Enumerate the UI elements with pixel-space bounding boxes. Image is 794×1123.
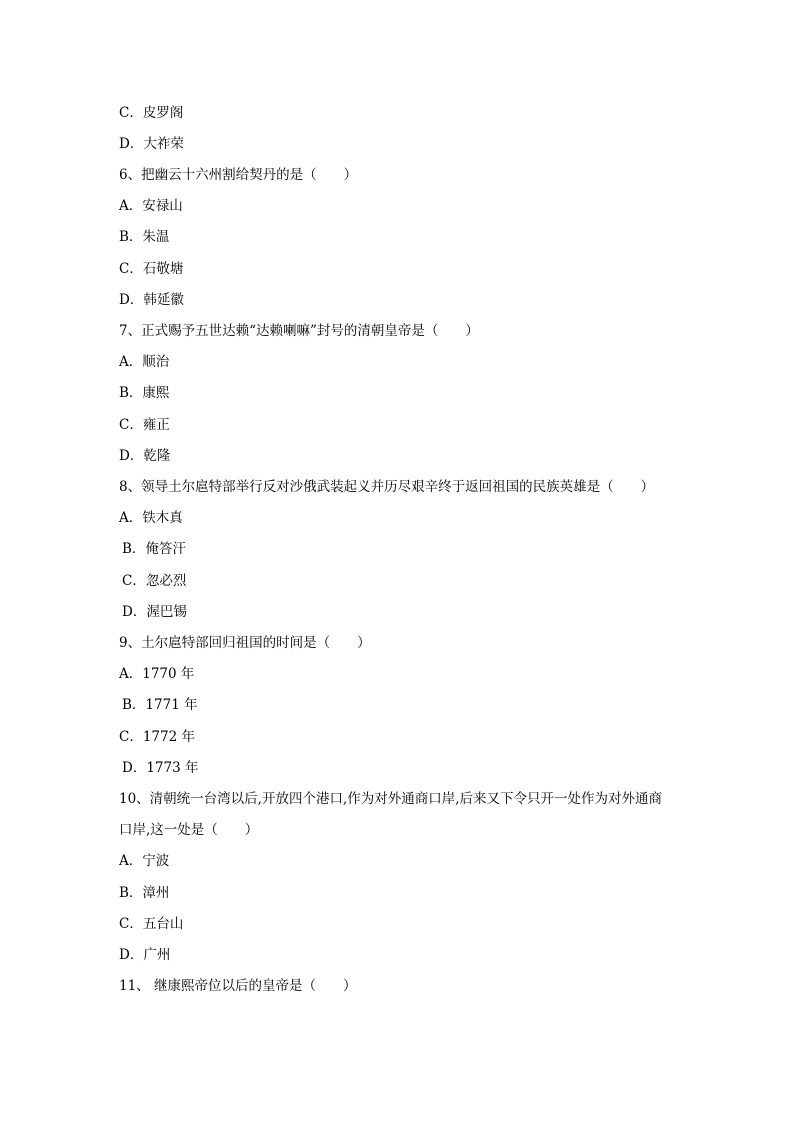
option-a-q8: A．铁木真 [119,510,183,526]
option-d-q5: D．大祚荣 [119,136,184,152]
question-11: 11、 继康熙帝位以后的皇帝是（ ） [119,978,357,994]
question-10-line-2: 口岸,这一处是（ ） [119,822,259,838]
option-a-q10: A．宁波 [119,853,170,869]
question-8: 8、领导土尔扈特部举行反对沙俄武装起义并历尽艰辛终于返回祖国的民族英雄是（ ） [119,479,655,495]
option-a-q7: A．顺治 [119,354,170,370]
option-d-q7: D．乾隆 [119,448,171,464]
question-9: 9、土尔扈特部回归祖国的时间是（ ） [119,635,371,651]
option-c-q9: C．1772 年 [119,729,195,745]
option-b-q7: B．康熙 [119,385,170,401]
option-c-q5: C．皮罗阁 [119,105,184,121]
option-d-q8: D．渥巴锡 [122,604,187,620]
option-b-q9: B．1771 年 [122,697,198,713]
option-c-q7: C．雍正 [119,417,170,433]
option-d-q9: D．1773 年 [122,760,199,776]
option-b-q8: B．俺答汗 [122,541,186,557]
question-7: 7、正式赐予五世达赖“达赖喇嘛”封号的清朝皇帝是（ ） [119,323,479,339]
option-a-q9: A．1770 年 [119,666,195,682]
option-d-q10: D．广州 [119,947,171,963]
question-10-line-1: 10、清朝统一台湾以后,开放四个港口,作为对外通商口岸,后来又下令只开一处作为对外通商 [119,791,663,807]
option-b-q10: B．漳州 [119,885,170,901]
option-d-q6: D．韩延徽 [119,292,184,308]
option-a-q6: A．安禄山 [119,198,183,214]
question-6: 6、把幽云十六州割给契丹的是（ ） [119,167,358,183]
option-c-q6: C．石敬塘 [119,261,184,277]
option-b-q6: B．朱温 [119,229,170,245]
option-c-q10: C．五台山 [119,916,184,932]
option-c-q8: C．忽必烈 [122,573,187,589]
